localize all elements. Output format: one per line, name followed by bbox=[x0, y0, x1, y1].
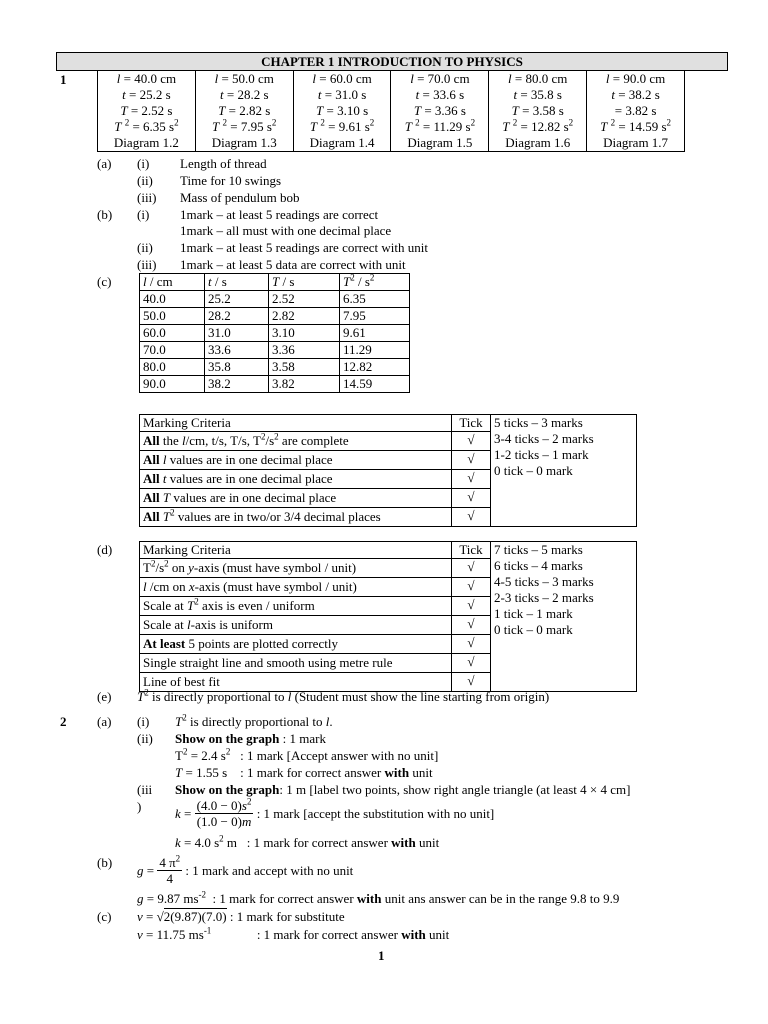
tick-mark: √ bbox=[452, 559, 491, 578]
diagram-period-squared: T $^2$ = 9.61 $s^2$ bbox=[309, 117, 375, 134]
cell: 31.0 bbox=[205, 325, 269, 342]
answer-text: : 1 mark [accept the substitution with no unit] bbox=[256, 806, 495, 821]
cell: 7.95 bbox=[340, 308, 410, 325]
cell: 25.2 bbox=[205, 291, 269, 308]
cell: 60.0 bbox=[140, 325, 205, 342]
tick-mark: √ bbox=[452, 597, 491, 616]
question-1-number: 1 bbox=[60, 72, 67, 87]
table-row bbox=[140, 325, 410, 342]
answer-text: g = 9.87 $ms^{-2}$ : 1 mark for correct answer with unit ans answer can be in the range 9.8 to 9.9 bbox=[137, 889, 620, 906]
criteria-text: All t values are in one decimal place bbox=[140, 470, 452, 489]
part-label: (d) bbox=[97, 542, 113, 557]
page-number: 1 bbox=[378, 948, 385, 963]
cell: 70.0 bbox=[140, 342, 205, 359]
table-row bbox=[140, 291, 410, 308]
answer-text: Time for 10 swings bbox=[180, 173, 282, 188]
answer-text: 1mark – at least 5 readings are correct bbox=[180, 207, 379, 222]
marks-line: 7 ticks – 5 marks bbox=[494, 542, 583, 557]
part-label: (a) bbox=[97, 714, 112, 729]
g-formula: g = $\frac{4 \pi^2}{4}$ : 1 mark and accept with no unit bbox=[137, 853, 354, 886]
tick-mark: √ bbox=[452, 489, 491, 508]
diagram-cell bbox=[98, 71, 196, 152]
item-number: (iii) bbox=[137, 257, 157, 272]
diagram-period-squared: T $^2$ = 12.82 $s^2$ bbox=[502, 117, 574, 134]
table-row bbox=[140, 376, 410, 393]
answer-text: : 1 mark and accept with no unit bbox=[185, 863, 354, 878]
diagram-period: T = 3.36 s bbox=[413, 103, 466, 118]
answer-text: 1mark – all must with one decimal place bbox=[180, 223, 392, 238]
answer-text: v = 11.75 $ms^{-1}$ : 1 mark for correct answer with unit bbox=[137, 925, 450, 942]
answer-text-rest: unit bbox=[415, 835, 440, 850]
answer-text: $T^2$ is directly proportional to l (Student must show the line starting from origin) bbox=[137, 687, 550, 704]
column-header: t / s bbox=[205, 274, 269, 291]
tick-mark: √ bbox=[452, 451, 491, 470]
diagram-label: Diagram 1.2 bbox=[113, 135, 179, 150]
diagram-period: T = 3.58 s bbox=[511, 103, 564, 118]
tick-mark: √ bbox=[452, 673, 491, 692]
marks-line: 2-3 ticks – 2 marks bbox=[494, 590, 594, 605]
criteria-header: Marking Criteria bbox=[140, 542, 452, 559]
table-row bbox=[140, 308, 410, 325]
criteria-text: Scale at $T^2$ axis is even / uniform bbox=[140, 597, 452, 616]
marks-line: 0 tick – 0 mark bbox=[494, 622, 573, 637]
item-number: (i) bbox=[137, 207, 150, 222]
tick-mark: √ bbox=[452, 508, 491, 527]
column-header: l / cm bbox=[140, 274, 205, 291]
tick-mark: √ bbox=[452, 578, 491, 597]
table-row bbox=[140, 342, 410, 359]
criteria-text: At least 5 points are plotted correctly bbox=[140, 635, 452, 654]
diagram-time: t = 28.2 s bbox=[219, 87, 269, 102]
answer-text: T = 1.55 s : 1 mark for correct answer with unit bbox=[175, 765, 433, 780]
item-number: (iii) bbox=[137, 190, 157, 205]
diagram-label: Diagram 1.3 bbox=[211, 135, 277, 150]
cell: 6.35 bbox=[340, 291, 410, 308]
marks-line: 6 ticks – 4 marks bbox=[494, 558, 583, 573]
part-label: (e) bbox=[97, 689, 112, 704]
cell: 50.0 bbox=[140, 308, 205, 325]
diagram-length: l = 60.0 cm bbox=[312, 71, 372, 86]
chapter-title: CHAPTER 1 INTRODUCTION TO PHYSICS bbox=[56, 52, 728, 71]
tick-mark: √ bbox=[452, 470, 491, 489]
diagram-length: l = 80.0 cm bbox=[508, 71, 568, 86]
item-number: ) bbox=[137, 799, 142, 814]
tick-mark: √ bbox=[452, 616, 491, 635]
diagram-period-squared: T $^2$ = 14.59 $s^2$ bbox=[600, 117, 671, 134]
cell: 12.82 bbox=[340, 359, 410, 376]
answer-text: Mass of pendulum bob bbox=[180, 190, 300, 205]
emphasis: with bbox=[401, 927, 426, 942]
diagram-readings-table bbox=[97, 70, 685, 152]
answer-text: k = 4.0 $s^2$ m : 1 mark for correct answer with unit bbox=[175, 833, 440, 850]
column-header: T / s bbox=[269, 274, 340, 291]
item-number: (ii) bbox=[137, 240, 153, 255]
cell: 33.6 bbox=[205, 342, 269, 359]
answer-text: $T^2$ is directly proportional to l. bbox=[175, 712, 333, 729]
cell: 11.29 bbox=[340, 342, 410, 359]
cell: 3.82 bbox=[269, 376, 340, 393]
answer-text: v = √2(9.87)(7.0) : 1 mark for substitute bbox=[137, 909, 345, 924]
cell: 9.61 bbox=[340, 325, 410, 342]
answer-text bbox=[175, 731, 326, 747]
diagram-period: = 3.82 s bbox=[614, 103, 657, 118]
diagram-period-squared: T $^2$ = 7.95 $s^2$ bbox=[212, 117, 277, 134]
cell: 3.10 bbox=[269, 325, 340, 342]
emphasis: with bbox=[356, 891, 382, 906]
marks-line: 1-2 ticks – 1 mark bbox=[494, 447, 589, 462]
cell: 2.52 bbox=[269, 291, 340, 308]
answer-text: Length of thread bbox=[180, 156, 267, 171]
emphasis: with bbox=[391, 835, 416, 850]
answer-text: 1mark – at least 5 readings are correct with unit bbox=[180, 240, 428, 255]
cell: 40.0 bbox=[140, 291, 205, 308]
diagram-period-squared: T $^2$ = 6.35 $s^2$ bbox=[114, 117, 179, 134]
tick-header: Tick bbox=[452, 415, 491, 432]
answer-text-rest: : 1 mark for substitute bbox=[226, 909, 345, 924]
marks-line: 1 tick – 1 mark bbox=[494, 606, 573, 621]
data-table bbox=[139, 273, 410, 393]
item-number: (i) bbox=[137, 714, 150, 729]
diagram-period: T = 2.82 s bbox=[218, 103, 271, 118]
cell: 28.2 bbox=[205, 308, 269, 325]
marks-line: 5 ticks – 3 marks bbox=[494, 415, 583, 430]
diagram-cell bbox=[195, 71, 293, 152]
diagram-period: T = 3.10 s bbox=[316, 103, 369, 118]
part-label: (b) bbox=[97, 855, 113, 870]
marks-line: 4-5 ticks – 3 marks bbox=[494, 574, 594, 589]
item-number: (i) bbox=[137, 156, 150, 171]
diagram-label: Diagram 1.5 bbox=[407, 135, 473, 150]
criteria-text: All T values are in one decimal place bbox=[140, 489, 452, 508]
diagram-length: l = 70.0 cm bbox=[410, 71, 470, 86]
criteria-text: Single straight line and smooth using metre rule bbox=[140, 654, 452, 673]
marking-criteria-table-2 bbox=[139, 541, 637, 692]
criteria-text: $T^2/s^2$ on y-axis (must have symbol / unit) bbox=[140, 559, 452, 578]
diagram-cell bbox=[587, 71, 685, 152]
cell: 80.0 bbox=[140, 359, 205, 376]
diagram-time: t = 35.8 s bbox=[513, 87, 562, 102]
diagram-period: T = 2.52 s bbox=[120, 103, 173, 118]
part-label: (a) bbox=[97, 156, 112, 171]
tick-header: Tick bbox=[452, 542, 491, 559]
table-row bbox=[140, 359, 410, 376]
criteria-text: All l values are in one decimal place bbox=[140, 451, 452, 470]
k-formula: k = $\frac{(4.0 - 0)s^2}{(1.0 - 0)m}$ : 1 mark [accept the substitution with no unit] bbox=[175, 796, 495, 829]
part-label: (b) bbox=[97, 207, 113, 222]
item-number: (iii bbox=[137, 782, 153, 797]
cell: 14.59 bbox=[340, 376, 410, 393]
answer-text: $T^2 = 2.4$ $s^2$ : 1 mark [Accept answer with no unit] bbox=[175, 746, 439, 763]
answer-text bbox=[175, 782, 630, 798]
tick-mark: √ bbox=[452, 654, 491, 673]
criteria-header: Marking Criteria bbox=[140, 415, 452, 432]
diagram-length: l = 40.0 cm bbox=[116, 71, 177, 86]
cell: 35.8 bbox=[205, 359, 269, 376]
criteria-text: All the l/cm, t/s, T/s, $T^2/s^2$ are complete bbox=[140, 432, 452, 451]
diagram-time: t = 38.2 s bbox=[611, 87, 660, 102]
cell: 38.2 bbox=[205, 376, 269, 393]
diagram-length: l = 90.0 cm bbox=[605, 71, 666, 86]
diagram-cell bbox=[293, 71, 391, 152]
part-label: (c) bbox=[97, 274, 112, 289]
diagram-cell bbox=[391, 71, 489, 152]
diagram-label: Diagram 1.6 bbox=[505, 135, 571, 150]
criteria-text: l /cm on x-axis (must have symbol / unit) bbox=[140, 578, 452, 597]
cell: 2.82 bbox=[269, 308, 340, 325]
diagram-time: t = 31.0 s bbox=[317, 87, 367, 102]
answer-text: 1mark – at least 5 data are correct with unit bbox=[180, 257, 406, 272]
cell: 90.0 bbox=[140, 376, 205, 393]
answer-text-rest: : 1 mark bbox=[279, 731, 326, 746]
cell: 3.36 bbox=[269, 342, 340, 359]
criteria-text: Line of best fit bbox=[140, 673, 452, 692]
marks-line: 3-4 ticks – 2 marks bbox=[494, 431, 594, 446]
answer-text-rest: unit bbox=[409, 765, 433, 780]
marking-criteria-table-1 bbox=[139, 414, 637, 527]
answer-text-rest: unit ans answer can be in the range 9.8 to 9.9 bbox=[381, 891, 620, 906]
item-number: (ii) bbox=[137, 173, 153, 188]
item-number: (ii) bbox=[137, 731, 153, 746]
criteria-text: Scale at l-axis is uniform bbox=[140, 616, 452, 635]
marks-scheme bbox=[491, 415, 637, 527]
question-2-number: 2 bbox=[60, 714, 67, 729]
tick-mark: √ bbox=[452, 635, 491, 654]
diagram-length: l = 50.0 cm bbox=[214, 71, 274, 86]
tick-mark: √ bbox=[452, 432, 491, 451]
diagram-label: Diagram 1.4 bbox=[309, 135, 375, 150]
diagram-time: t = 33.6 s bbox=[415, 87, 465, 102]
criteria-text: All $T^2$ values are in two/or 3/4 decimal places bbox=[140, 508, 452, 527]
diagram-label: Diagram 1.7 bbox=[603, 135, 669, 150]
marks-line: 0 tick – 0 mark bbox=[494, 463, 573, 478]
cell: 3.58 bbox=[269, 359, 340, 376]
part-label: (c) bbox=[97, 909, 112, 924]
diagram-period-squared: T $^2$ = 11.29 $s^2$ bbox=[404, 117, 476, 134]
answer-text-rest: unit bbox=[425, 927, 450, 942]
diagram-cell bbox=[489, 71, 587, 152]
column-header: $T^2 / s^2$ bbox=[340, 274, 410, 291]
emphasis: Show on the graph bbox=[175, 782, 280, 797]
diagram-time: t = 25.2 s bbox=[122, 87, 171, 102]
emphasis: with bbox=[384, 765, 410, 780]
emphasis: Show on the graph bbox=[175, 731, 280, 746]
marks-scheme bbox=[491, 542, 637, 692]
answer-text-rest: : 1 m [label two points, show right angle triangle (at least 4 × 4 cm] bbox=[279, 782, 631, 797]
